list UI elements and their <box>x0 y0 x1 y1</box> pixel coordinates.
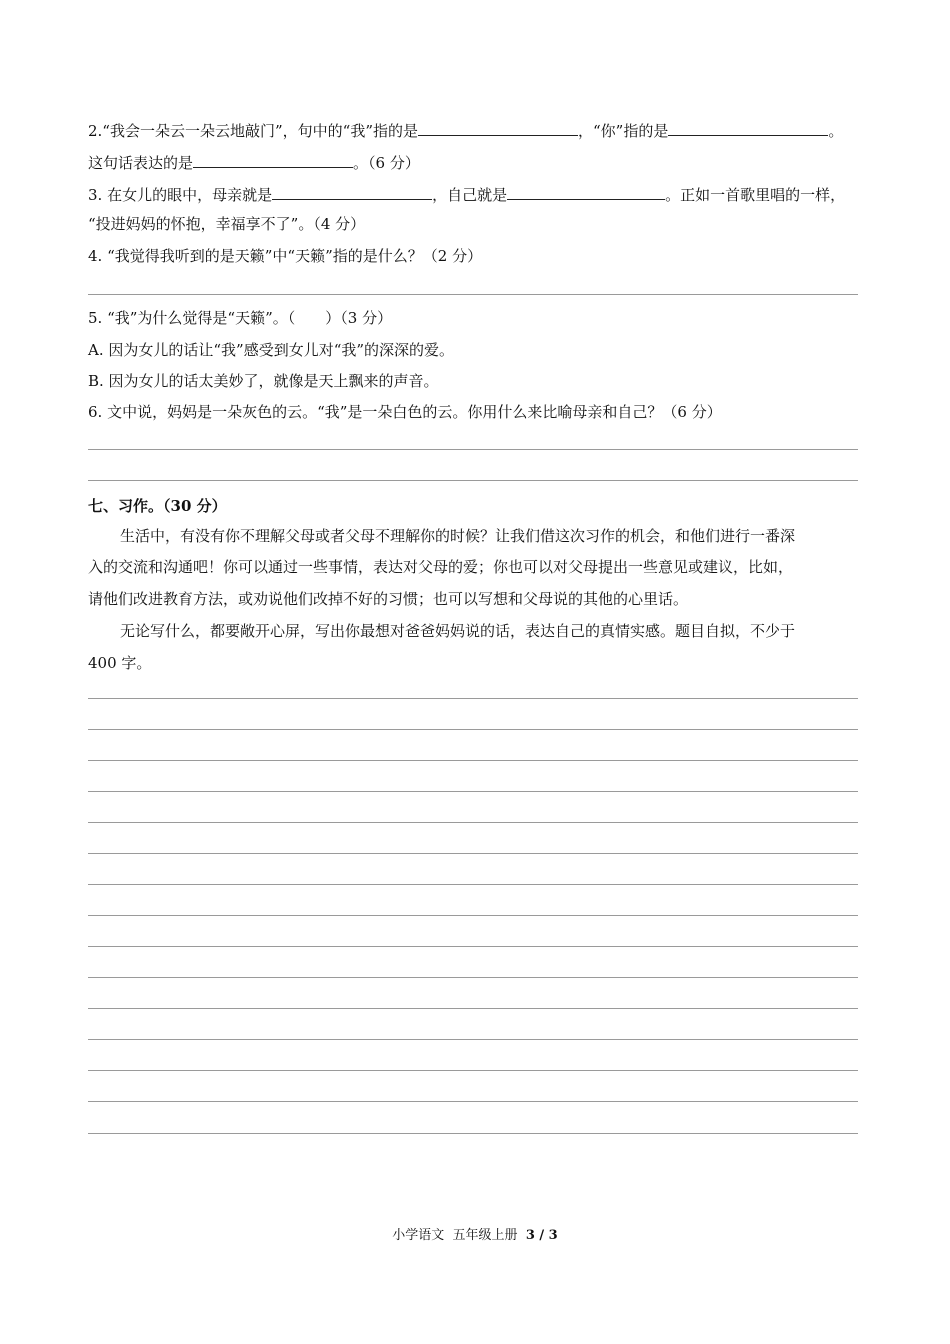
question-2-line-2 <box>88 152 420 173</box>
footer-grade: 五年级上册 <box>452 1228 518 1243</box>
question-2-text-e: 。（6 分） <box>353 154 420 172</box>
writing-line[interactable] <box>88 729 858 730</box>
question-2-line-1 <box>88 120 843 141</box>
composition-paragraph-2-line-1: 无论写什么，都要敞开心屏，写出你最想对爸爸妈妈说的话，表达自己的真情实感。题目自拟，不少于 <box>120 622 796 640</box>
writing-line[interactable] <box>88 977 858 978</box>
question-3-text-c: 。正如一首歌里唱的一样， <box>665 186 846 204</box>
writing-line[interactable] <box>88 853 858 854</box>
question-5-option-a: A. 因为女儿的话让“我”感受到女儿对“我”的深深的爱。 <box>88 341 455 359</box>
writing-line[interactable] <box>88 946 858 947</box>
composition-paragraph-1-line-3: 请他们改进教育方法，或劝说他们改掉不好的习惯；也可以写想和父母说的其他的心里话。 <box>88 590 689 608</box>
question-2-text-a: 2.“我会一朵云一朵云地敲门”，句中的“我”指的是 <box>88 122 418 140</box>
question-6: 6. 文中说，妈妈是一朵灰色的云。“我”是一朵白色的云。你用什么来比喻母亲和自己？（6 分） <box>88 403 722 421</box>
answer-line[interactable] <box>88 480 858 481</box>
question-2-text-b: ，“你”指的是 <box>578 122 669 140</box>
composition-paragraph-1-line-1: 生活中，有没有你不理解父母或者父母不理解你的时候？让我们借这次习作的机会，和他们进行一番深 <box>120 527 796 545</box>
answer-blank[interactable] <box>507 184 665 200</box>
question-5: 5. “我”为什么觉得是“天籁”。（ ）（3 分） <box>88 309 393 327</box>
answer-blank[interactable] <box>668 120 828 136</box>
writing-line[interactable] <box>88 698 858 699</box>
page-footer <box>0 1227 950 1245</box>
writing-line[interactable] <box>88 1039 858 1040</box>
writing-line[interactable] <box>88 822 858 823</box>
question-3-line-1 <box>88 184 845 205</box>
answer-blank[interactable] <box>193 152 353 168</box>
footer-subject: 小学语文 <box>392 1228 445 1243</box>
composition-paragraph-1-line-2: 入的交流和沟通吧！你可以通过一些事情，表达对父母的爱；你也可以对父母提出一些意见或建议，比如， <box>88 558 794 576</box>
answer-blank[interactable] <box>272 184 432 200</box>
answer-line[interactable] <box>88 449 858 450</box>
question-3-line-2: “投进妈妈的怀抱，幸福享不了”。（4 分） <box>88 215 366 233</box>
composition-paragraph-2-line-2: 400 字。 <box>88 654 152 672</box>
answer-line[interactable] <box>88 294 858 295</box>
question-4: 4. “我觉得我听到的是天籁”中“天籁”指的是什么？（2 分） <box>88 247 483 265</box>
writing-line[interactable] <box>88 1070 858 1071</box>
question-5-option-b: B. 因为女儿的话太美妙了，就像是天上飘来的声音。 <box>88 372 439 390</box>
question-2-text-d: 这句话表达的是 <box>88 154 194 172</box>
question-3-text-b: ，自己就是 <box>432 186 508 204</box>
writing-line[interactable] <box>88 1101 858 1102</box>
writing-line[interactable] <box>88 1133 858 1134</box>
question-3-text-a: 3. 在女儿的眼中，母亲就是 <box>88 186 273 204</box>
writing-line[interactable] <box>88 915 858 916</box>
footer-page-number: 3 / 3 <box>525 1228 558 1243</box>
writing-line[interactable] <box>88 791 858 792</box>
question-2-text-c: 。 <box>828 122 844 140</box>
writing-line[interactable] <box>88 1008 858 1009</box>
composition-heading: 七、习作。（30 分） <box>88 497 227 515</box>
writing-line[interactable] <box>88 760 858 761</box>
answer-blank[interactable] <box>418 120 578 136</box>
writing-line[interactable] <box>88 884 858 885</box>
